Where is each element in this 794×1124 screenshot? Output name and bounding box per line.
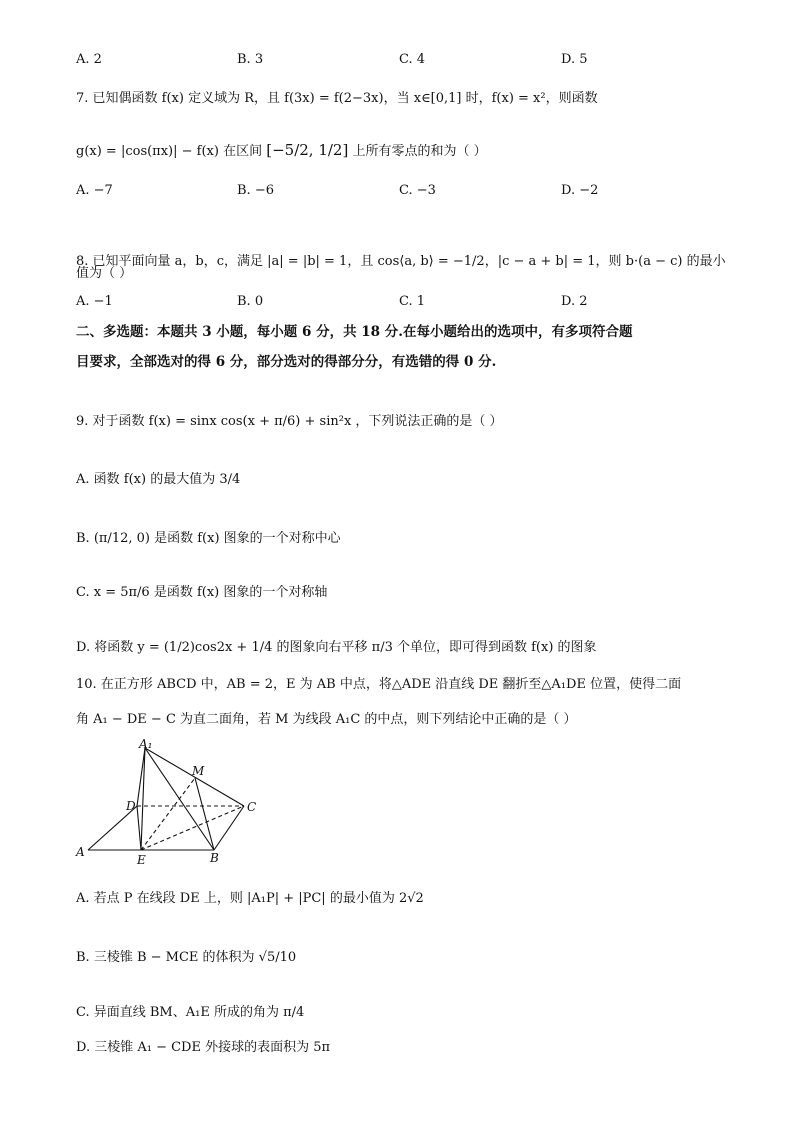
q6-options	[76, 52, 716, 72]
q9-option-c: C. x = 5π/6 是函数 f(x) 图象的一个对称轴	[76, 585, 328, 600]
q6-option-d: D. 5	[561, 52, 588, 67]
q10-geometry-figure	[74, 738, 270, 868]
q7-option-a: A. −7	[76, 183, 113, 198]
q8-option-d: D. 2	[561, 294, 588, 309]
section2-heading-line1: 二、多选题：本题共 3 小题，每小题 6 分，共 18 分.在每小题给出的选项中，有多项符合题	[76, 324, 633, 340]
q10-option-c: C. 异面直线 BM、A₁E 所成的角为 π/4	[76, 1005, 305, 1020]
label-c: C	[247, 800, 257, 814]
q10-option-a: A. 若点 P 在线段 DE 上，则 |A₁P| + |PC| 的最小值为 2√2	[76, 891, 424, 906]
q10-option-d: D. 三棱锥 A₁ − CDE 外接球的表面积为 5π	[76, 1040, 331, 1055]
q9-option-b: B. (π/12, 0) 是函数 f(x) 图象的一个对称中心	[76, 531, 341, 546]
q7-stem-tail: 上所有零点的和为（ ）	[352, 144, 487, 159]
edge-de	[137, 806, 141, 850]
q7-option-b: B. −6	[237, 183, 274, 198]
label-a1: A₁	[139, 738, 153, 751]
q7-options	[76, 183, 716, 203]
q9-option-d: D. 将函数 y = (1/2)cos2x + 1/4 的图象向右平移 π/3 个单位，即可得到函数 f(x) 的图象	[76, 640, 597, 655]
q7-interval: [−5/2, 1/2]	[266, 141, 349, 159]
q6-option-a: A. 2	[76, 52, 102, 67]
edge-bc	[214, 806, 244, 850]
edge-mb	[195, 778, 214, 850]
section2-heading-line2: 目要求，全部选对的得 6 分，部分选对的得部分分，有选错的得 0 分.	[76, 354, 497, 370]
label-a: A	[76, 845, 85, 859]
q8-option-b: B. 0	[237, 294, 264, 309]
q8-stem-line1: 8. 已知平面向量 a，b，c，满足 |a| = |b| = 1，且 cos⟨a, b⟩ = −1/2，|c − a + b| = 1，则 b·(a − c) 的最小	[76, 254, 726, 269]
label-b: B	[210, 851, 219, 865]
q8-option-a: A. −1	[76, 294, 113, 309]
q8-options	[76, 294, 716, 314]
q8-option-c: C. 1	[399, 294, 426, 309]
q7-option-d: D. −2	[561, 183, 599, 198]
q7-stem-line2	[76, 140, 487, 162]
q7-option-c: C. −3	[399, 183, 436, 198]
edge-em-hidden	[141, 778, 195, 850]
q9-stem: 9. 对于函数 f(x) = sinx cos(x + π/6) + sin²x ，下列说法正确的是（ ）	[76, 414, 503, 429]
q7-function-def: g(x) = |cos(πx)| − f(x) 在区间	[76, 144, 263, 159]
label-d: D	[126, 799, 136, 813]
q10-stem-line1: 10. 在正方形 ABCD 中，AB = 2，E 为 AB 中点，将△ADE 沿直线 DE 翻折至△A₁DE 位置，使得二面	[76, 677, 682, 692]
label-m: M	[192, 764, 205, 778]
q10-stem-line2: 角 A₁ − DE − C 为直二面角，若 M 为线段 A₁C 的中点，则下列结论中正确的是（ ）	[76, 712, 577, 727]
label-e: E	[137, 853, 146, 867]
q10-option-b: B. 三棱锥 B − MCE 的体积为 √5/10	[76, 950, 297, 965]
q6-option-c: C. 4	[399, 52, 426, 67]
q9-option-a: A. 函数 f(x) 的最大值为 3/4	[76, 472, 241, 487]
q7-stem-line1: 7. 已知偶函数 f(x) 定义域为 R，且 f(3x) = f(2−3x)，当 x∈[0,1] 时，f(x) = x²，则函数	[76, 91, 598, 106]
q6-option-b: B. 3	[237, 52, 264, 67]
q8-stem-line2: 值为（ ）	[76, 266, 133, 281]
